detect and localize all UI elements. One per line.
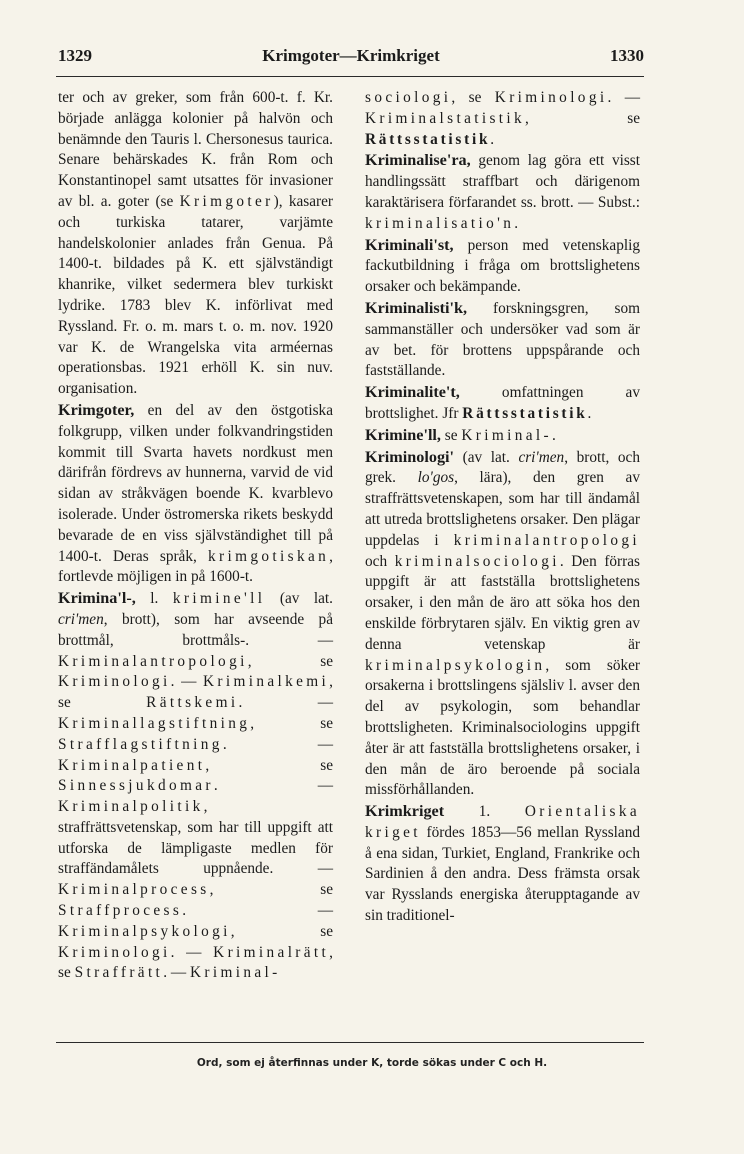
page-number-right: 1330: [610, 46, 644, 65]
entry-headword: Kriminalise'ra,: [365, 151, 471, 170]
entry-headword: Krimina'l-,: [58, 589, 136, 608]
entry-kriminologi: Kriminologi' (av lat. cri'men, brott, och grek. lo'gos, lära), den gren av straffrättsvetenskapen, som har till ändamål att utreda brottslighetens orsaker. Den plägar uppdelas i kriminalantropologi och kriminalsociologi. Den förras uppgift är att fastställa brottslighetens orsaker, i den mån de äro att söka hos den enskilde förbrytaren själv. En viktig gren av denna vetenskap är kriminalpsykologin, som söker orsakerna i brottslingens själsliv l. avser den del av psykologin, som behandlar brottsligheten. Kriminalsociologins uppgift åter är att fastställa brottslighetens orsaker, i den mån de äro beroende på sociala missförhållanden.: [365, 447, 640, 799]
entry-kriminell: Krimine'll, se Kriminal-.: [365, 425, 556, 444]
entry-kriminal-continued: sociologi, se Kriminologi. — Kriminalstatistik, se Rättsstatistik.: [365, 89, 641, 148]
running-title: Krimgoter—Krimkriget: [262, 46, 440, 65]
entry-kriminalisera: Kriminalise'ra, genom lag göra ett visst handlingssätt straffbart och därigenom karaktärisera förfarandet ss. brott. — Subst.: kriminalisatio'n.: [365, 151, 640, 232]
entry-headword: Krimkriget: [365, 802, 445, 821]
left-column: [58, 88, 333, 984]
entry-kriminalitet: Kriminalite't, omfattningen av brottslighet. Jfr Rättsstatistik.: [365, 383, 640, 422]
page-number-left: 1329: [58, 46, 92, 65]
page-header: [58, 46, 644, 72]
entry-krimgoter: Krimgoter, en del av den östgotiska folkgrupp, vilken under folkvandringstiden kommit till Svarta havets nordkust men därifrån fördrevs av hunnerna, varvid de vid sidan av stråkvägen boende K. kvarblevo isolerade. Under östromerska rikets beskydd bevarade de en viss självständighet till på 1400-t. Deras språk, krimgotiskan, fortlevde möjligen in på 1600-t.: [58, 400, 333, 586]
entry-kriminal: Krimina'l-, l. krimine'll (av lat. cri'men, brott), som har avseende på brottmål, brottmåls-. —Kriminalantropologi, se Kriminologi. — Kriminalkemi, se Rättskemi. — Kriminallagstiftning, se Strafflagstiftning. — Kriminalpatient, se Sinnessjukdomar. — Kriminalpolitik, straffrättsvetenskap, som har till uppgift att utforska de lämpligaste medlen för straffändamålets uppnående. — Kriminalprocess, se Straffprocess. — Kriminalpsykologi, se Kriminologi. — Kriminalrätt, se Straffrätt. — Kriminal-: [58, 589, 333, 982]
entry-krimkriget: Krimkriget 1. Orientaliska kriget fördes 1853—56 mellan Ryssland å ena sidan, Turkiet, England, Frankrike och Sardinien å den andra. Dess främsta orsak var Rysslands energiska återupptagande av sin traditionel-: [365, 802, 640, 925]
entry-headword: Kriminalite't,: [365, 383, 460, 402]
footer-note: Ord, som ej återfinnas under K, torde sökas under C och H.: [196, 1057, 548, 1069]
right-column: [365, 88, 640, 927]
entry-headword: Kriminologi': [365, 447, 455, 466]
entry-headword: Kriminali'st,: [365, 235, 454, 254]
footer-rule: [56, 1042, 644, 1043]
header-rule: [56, 76, 644, 77]
entry-kriminalist: Kriminali'st, person med vetenskaplig fackutbildning i fråga om brottslighetens orsaker och bekämpande.: [365, 235, 640, 296]
entry-headword: Kriminalisti'k,: [365, 298, 468, 317]
entry-kriminalistik: Kriminalisti'k, forskningsgren, som sammanställer och undersöker vad som är av bet. för brottens uppspårande och fastställande.: [365, 298, 640, 380]
entry-headword: Krimine'll,: [365, 425, 441, 444]
entry-krim-continued: ter och av greker, som från 600-t. f. Kr. började anlägga kolonier på halvön och benämnde den Tauris l. Chersonesus taurica. Senare behärskades K. från Rom och Konstantinopel samt utsattes för invasioner av bl. a. goter (se Krimgoter), kasarer och turkiska tatarer, varjämte handelskolonier anlades från Genua. På 1400-t. bildades på K. ett självständigt khanrike, vilket sedermera blev turkiskt lydrike. 1783 blev K. införlivat med Ryssland. Fr. o. m. mars t. o. m. nov. 1920 var K. de Wrangelska vita arméernas operationsbas. 1921 erhöll K. sin nuv. organisation.: [58, 89, 333, 398]
entry-headword: Krimgoter,: [58, 400, 135, 419]
